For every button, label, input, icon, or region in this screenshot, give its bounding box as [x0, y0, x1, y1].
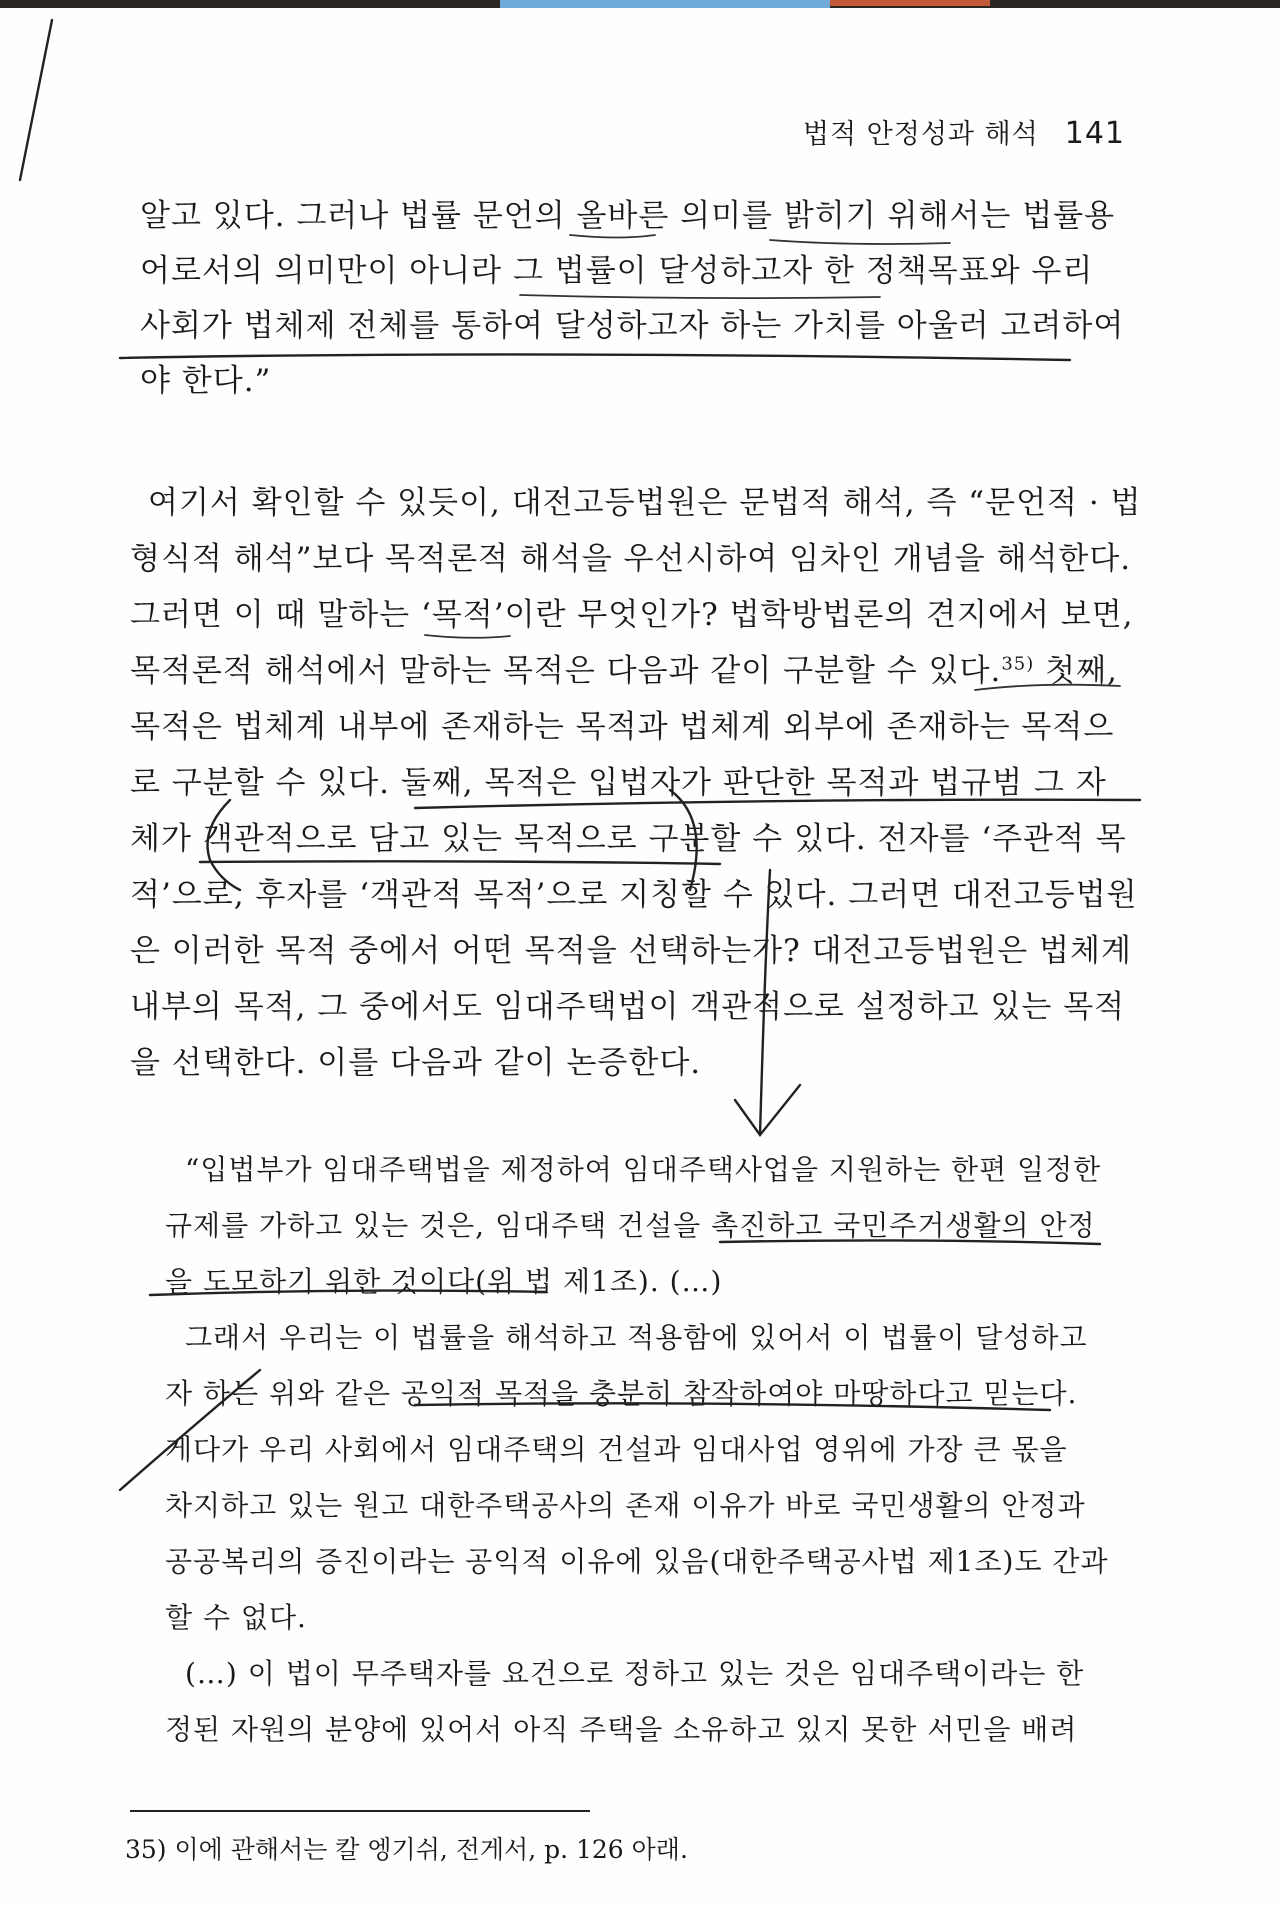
bracket-mark — [670, 790, 697, 890]
block1-line: 사회가 법체제 전체를 통하여 달성하고자 하는 가치를 아울러 고려하여 — [140, 308, 1125, 344]
paragraph-line-tail: 첫째, — [1034, 653, 1118, 689]
underline-mark — [975, 685, 1120, 690]
quote-line: 정된 자원의 분양에 있어서 아직 주택을 소유하고 있지 못한 서민을 배려 — [165, 1713, 1078, 1746]
margin-stroke — [20, 20, 52, 180]
footnote-ref: 35) — [1001, 653, 1035, 675]
underline-mark — [415, 800, 1140, 808]
underline-mark — [415, 1403, 1050, 1410]
quote-line: 규제를 가하고 있는 것은, 임대주택 건설을 촉진하고 국민주거생활의 안정 — [165, 1209, 1096, 1242]
quote-line: 게다가 우리 사회에서 임대주택의 건설과 임대사업 영위에 가장 큰 몫을 — [165, 1433, 1068, 1466]
underline-mark — [200, 861, 720, 864]
footnote: 35) 이에 관해서는 칼 엥기쉬, 전게서, p. 126 아래. — [125, 1835, 688, 1864]
paragraph-line: 형식적 해석”보다 목적론적 해석을 우선시하여 임차인 개념을 해석한다. — [130, 541, 1132, 577]
paragraph-line: 여기서 확인할 수 있듯이, 대전고등법원은 문법적 해석, 즉 “문언적 · 법 — [148, 485, 1142, 521]
paragraph-line: 체가 객관적으로 담고 있는 목적으로 구분할 수 있다. 전자를 ‘주관적 목 — [130, 821, 1127, 857]
underline-mark — [720, 1240, 1100, 1244]
block1-line: 야 한다.” — [140, 363, 272, 399]
quote-line: 을 도모하기 위한 것이다(위 법 제1조). (…) — [165, 1265, 723, 1298]
underline-mark — [770, 240, 950, 244]
arrow-line — [760, 870, 770, 1135]
paragraph-line-text: 목적론적 해석에서 말하는 목적은 다음과 같이 구분할 수 있다. — [130, 653, 1002, 689]
paragraph-line: 을 선택한다. 이를 다음과 같이 논증한다. — [130, 1045, 702, 1081]
header-title: 법적 안정성과 해석 — [802, 119, 1039, 150]
block1-line: 알고 있다. 그러나 법률 문언의 올바른 의미를 밝히기 위해서는 법률용 — [140, 198, 1116, 234]
quote-line: 그래서 우리는 이 법률을 해석하고 적용함에 있어서 이 법률이 달성하고 — [185, 1321, 1088, 1354]
block1-line: 어로서의 의미만이 아니라 그 법률이 달성하고자 한 정책목표와 우리 — [140, 253, 1094, 289]
paragraph-line: 로 구분할 수 있다. 둘째, 목적은 입법자가 판단한 목적과 법규범 그 자 — [130, 765, 1107, 801]
underline-mark — [520, 295, 880, 298]
paragraph-line: 내부의 목적, 그 중에서도 임대주택법이 객관적으로 설정하고 있는 목적 — [130, 989, 1126, 1025]
quote-line: 자 하는 위와 같은 공익적 목적을 충분히 참작하여야 마땅하다고 믿는다. — [165, 1377, 1078, 1410]
paragraph-line: 적’으로, 후자를 ‘객관적 목적’으로 지칭할 수 있다. 그러면 대전고등법원 — [130, 877, 1138, 913]
underline-mark — [150, 1291, 545, 1295]
slash-mark — [120, 1370, 260, 1490]
quote-line: “입법부가 임대주택법을 제정하여 임대주택사업을 지원하는 한편 일정한 — [185, 1153, 1102, 1186]
bracket-mark — [208, 800, 241, 890]
page-number: 141 — [1064, 116, 1125, 151]
underline-mark — [570, 235, 655, 238]
paragraph-line: 그러면 이 때 말하는 ‘목적’이란 무엇인가? 법학방법론의 견지에서 보면, — [130, 597, 1134, 633]
paragraph-line: 목적은 법체계 내부에 존재하는 목적과 법체계 외부에 존재하는 목적으 — [130, 709, 1115, 745]
underline-mark — [120, 354, 1070, 360]
underline-mark — [425, 635, 510, 638]
quote-line: 할 수 없다. — [165, 1601, 307, 1634]
paragraph-line: 은 이러한 목적 중에서 어떤 목적을 선택하는가? 대전고등법원은 법체계 — [130, 933, 1132, 969]
quote-line: 공공복리의 증진이라는 공익적 이유에 있음(대한주택공사법 제1조)도 간과 — [165, 1545, 1109, 1578]
quote-line: 차지하고 있는 원고 대한주택공사의 존재 이유가 바로 국민생활의 안정과 — [165, 1489, 1086, 1522]
quote-line: (…) 이 법이 무주택자를 요건으로 정하고 있는 것은 임대주택이라는 한 — [185, 1657, 1085, 1690]
arrow-head — [735, 1085, 800, 1135]
